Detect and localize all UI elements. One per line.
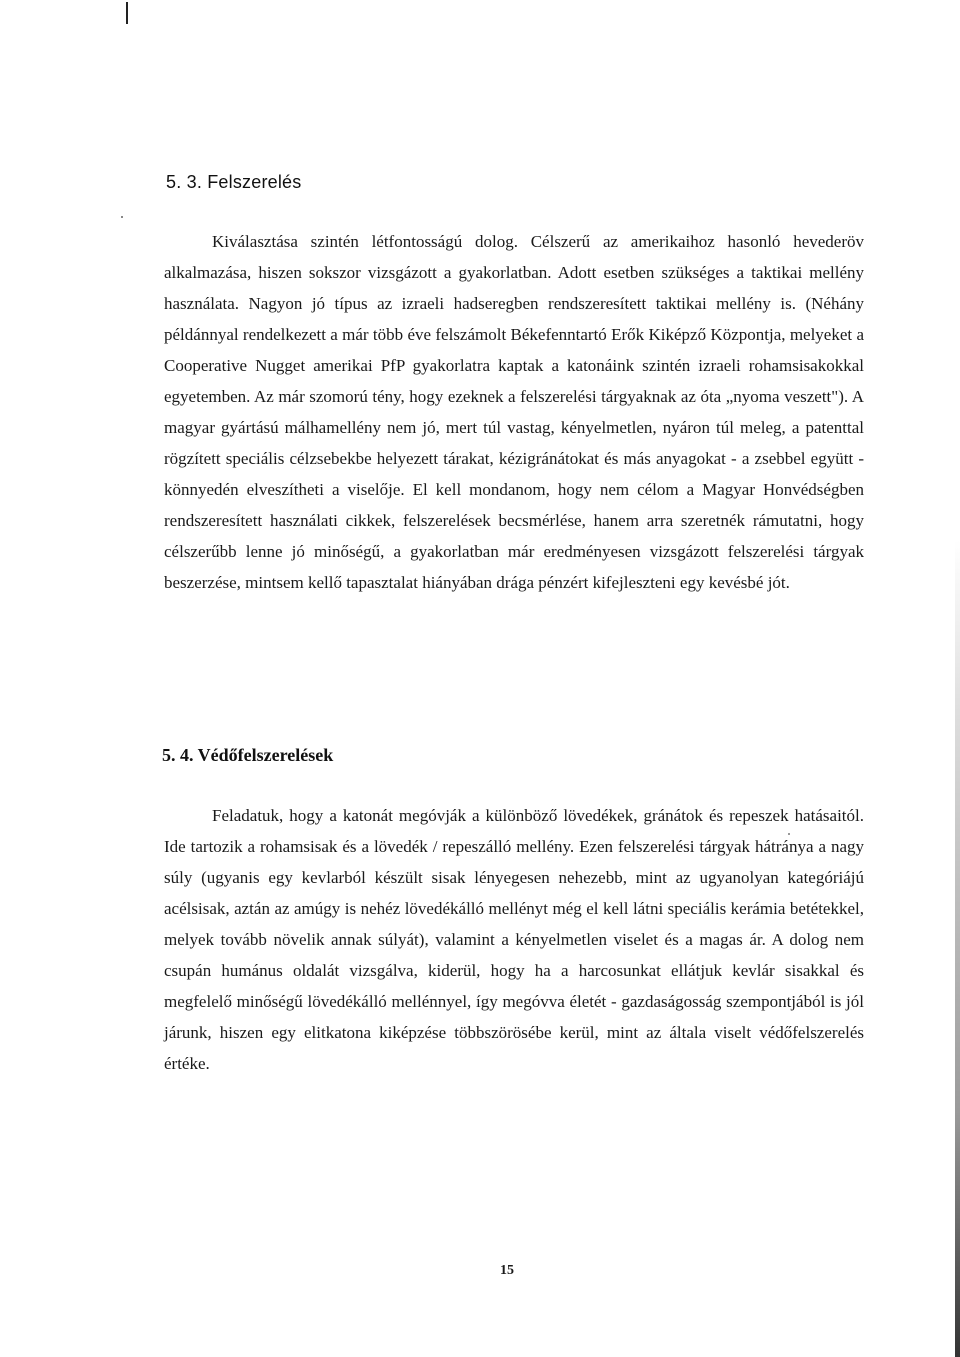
section-heading-5-4: 5. 4. Védőfelszerelések (162, 745, 334, 765)
paragraph-text: Kiválasztása szintén létfontosságú dolog. Célszerű az amerikaihoz hasonló hevederöv alkalmazása, hiszen sokszor vizsgázott a gyakorlatban. Adott esetben szükséges a taktikai mellény használata. Nagyon jó típus az izraeli hadseregben rendszeresített taktikai mellény is. (Néhány példánnyal rendelkezett a már több éve felszámolt Békefenntartó Erők Kiképző Központja, melyeket a Cooperative Nugget amerikai PfP gyakorlatra kaptak a katonáink szintén izraeli rohamsisakokkal egyetemben. Az már szomorú tény, hogy ezeknek a felszerelési tárgyaknak az óta „nyoma veszett"). A magyar gyártású málhamellény nem jó, mert túl vastag, kényelmetlen, nyáron túl meleg, a patenttal rögzített speciális célzsebekbe helyezett tárakat, kézigránátokat és más anyagokat - a zsebbel együtt - könnyedén elveszítheti a viselője. El kell mondanom, hogy nem célom a Magyar Honvédségben rendszeresített használati cikkek, felszerelések becsmérlése, hanem arra szeretnék rámutatni, hogy célszerűbb lenne jó minőségű, a gyakorlatban már eredményesen vizsgázott felszerelési tárgyak beszerzése, mintsem kellő tapasztalat hiányában drága pénzért kifejleszteni egy kevésbé jót. (164, 232, 864, 592)
section-heading-5-3: 5. 3. Felszerelés (166, 172, 302, 192)
paragraph-text: Feladatuk, hogy a katonát megóvják a különböző lövedékek, gránátok és repeszek hatásaitól. Ide tartozik a rohamsisak és a lövedék / repeszálló mellény. Ezen felszerelési tárgyak hátránya a nagy súly (ugyanis egy kevlarból készült sisak lényegesen nehezebb, mint az ugyanolyan kategóriájú acélsisak, aztán az amúgy is nehéz lövedékálló mellényt még el kell látni speciális kerámia betétekkel, melyek tovább növelik annak súlyát), valamint a kényelmetlen viselet és a magas ár. A dolog nem csupán humánus oldalát vizsgálva, kiderül, hogy ha a harcosunkat ellátjuk kevlár sisakkal és megfelelő minőségű lövedékálló mellénnyel, így megóvva életét - gazdaságosság szempontjából is jól járunk, hiszen egy elitkatona kiképzése többszörösébe kerül, mint az általa viselt védőfelszerelés értéke. (164, 806, 864, 1073)
page-number: 15 (500, 1263, 514, 1278)
scan-edge-shadow (955, 540, 960, 1357)
scan-speck (121, 216, 123, 218)
section-5-4-paragraph (164, 800, 864, 1079)
section-5-3-paragraph (164, 226, 864, 598)
scan-mark (126, 2, 128, 24)
